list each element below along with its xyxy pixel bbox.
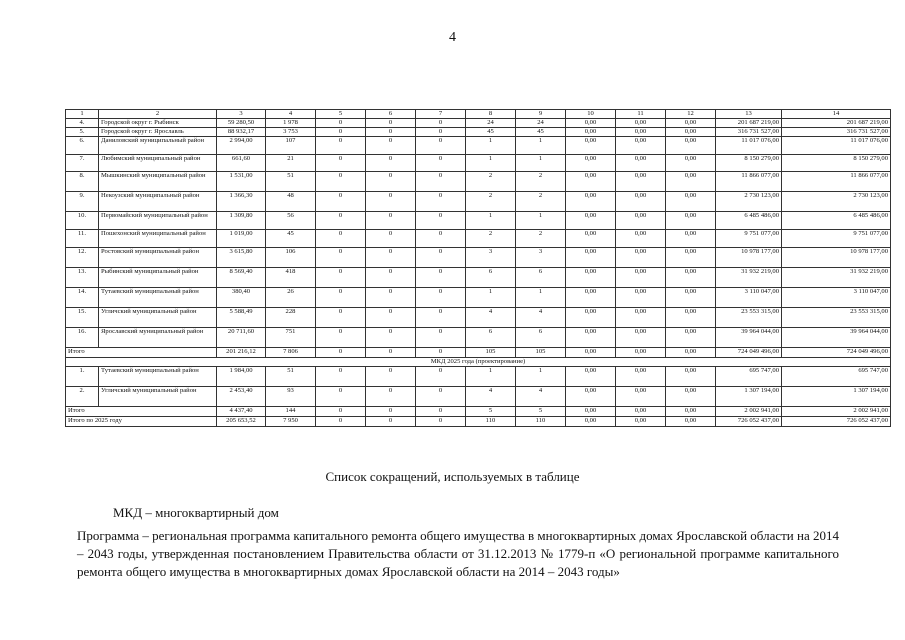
table-cell: 695 747,00 (782, 367, 891, 387)
table-cell: 106 (266, 248, 316, 268)
table-cell: 107 (266, 137, 316, 155)
table-cell: 0,00 (666, 230, 716, 248)
table-cell: 695 747,00 (716, 367, 782, 387)
table-cell: 0 (416, 417, 466, 427)
table-cell: 39 964 044,00 (716, 328, 782, 348)
table-cell: 24 (466, 119, 516, 128)
table-cell: 751 (266, 328, 316, 348)
table-cell: 0,00 (616, 387, 666, 407)
table-cell: 2 (516, 192, 566, 212)
table-cell: 9 751 077,00 (716, 230, 782, 248)
table-cell: 0,00 (566, 308, 616, 328)
table-row (66, 268, 891, 288)
region-name-cell: Ростовский муниципальный район (99, 248, 217, 268)
table-cell: 0 (316, 155, 366, 172)
table-cell: 0 (416, 328, 466, 348)
table-cell: 0,00 (666, 137, 716, 155)
total-row (66, 348, 891, 358)
region-name-cell: Некоузский муниципальный район (99, 192, 217, 212)
table-cell: 45 (516, 128, 566, 137)
table-cell: 0,00 (666, 155, 716, 172)
region-name-cell: Рыбинский муниципальный район (99, 268, 217, 288)
table-cell: 39 964 044,00 (782, 328, 891, 348)
table-cell: 0,00 (616, 128, 666, 137)
table-cell: 105 (466, 348, 516, 358)
header-row (66, 110, 891, 119)
table-cell: 0 (416, 248, 466, 268)
table-cell: 0 (366, 137, 416, 155)
table-cell: 1 307 194,00 (716, 387, 782, 407)
table-cell: 0,00 (566, 212, 616, 230)
table-cell: 59 280,50 (217, 119, 266, 128)
table-cell: 0,00 (666, 348, 716, 358)
table-cell: 93 (266, 387, 316, 407)
table-cell: 0,00 (616, 192, 666, 212)
table-cell: 0,00 (666, 128, 716, 137)
table-cell: 3 (466, 248, 516, 268)
header-cell: 10 (566, 110, 616, 119)
table-cell: 6. (66, 137, 99, 155)
table-cell: 0 (316, 407, 366, 417)
table-cell: 0 (366, 367, 416, 387)
table-cell: 0,00 (616, 367, 666, 387)
table-cell: 11 866 077,00 (782, 172, 891, 192)
table-cell: 8 150 279,00 (782, 155, 891, 172)
region-name-cell: Мышкинский муниципальный район (99, 172, 217, 192)
table-cell: 144 (266, 407, 316, 417)
table-cell: 51 (266, 172, 316, 192)
table-cell: 1 531,00 (217, 172, 266, 192)
table-cell: 0 (316, 212, 366, 230)
table-cell: 3 (516, 248, 566, 268)
table-cell: 0 (416, 367, 466, 387)
region-name-cell: Любимский муниципальный район (99, 155, 217, 172)
table-cell: 0,00 (566, 172, 616, 192)
table-cell: 14. (66, 288, 99, 308)
table-cell: 0 (416, 288, 466, 308)
table-cell: 8 569,40 (217, 268, 266, 288)
table-cell: 16. (66, 328, 99, 348)
table-cell: 0 (316, 230, 366, 248)
table-cell: 0,00 (566, 155, 616, 172)
total-label: Итого (66, 407, 217, 417)
table-cell: 3 110 047,00 (782, 288, 891, 308)
table-cell: 1 (516, 212, 566, 230)
header-cell: 14 (782, 110, 891, 119)
table-cell: 5 (466, 407, 516, 417)
table-cell: 5 (516, 407, 566, 417)
table-cell: 0 (416, 128, 466, 137)
region-name-cell: Городской округ г. Рыбинск (99, 119, 217, 128)
region-name-cell: Тутаевский муниципальный район (99, 288, 217, 308)
table-cell: 23 553 315,00 (716, 308, 782, 328)
table-cell: 0 (316, 248, 366, 268)
table-cell: 24 (516, 119, 566, 128)
table-cell: 0 (416, 348, 466, 358)
table-cell: 0,00 (666, 367, 716, 387)
table-cell: 0,00 (566, 268, 616, 288)
table-cell: 0,00 (616, 172, 666, 192)
table-row (66, 367, 891, 387)
table-row (66, 308, 891, 328)
table-cell: 0,00 (616, 230, 666, 248)
total-row (66, 407, 891, 417)
table-cell: 0 (416, 172, 466, 192)
header-cell: 1 (66, 110, 99, 119)
table-cell: 205 653,52 (217, 417, 266, 427)
table-cell: 10 978 177,00 (716, 248, 782, 268)
table-cell: 0,00 (616, 288, 666, 308)
table-row (66, 155, 891, 172)
table-row (66, 192, 891, 212)
table-cell: 8 150 279,00 (716, 155, 782, 172)
table-cell: 0 (366, 417, 416, 427)
header-cell: 3 (217, 110, 266, 119)
table-cell: 2 002 941,00 (716, 407, 782, 417)
header-cell: 5 (316, 110, 366, 119)
table-cell: 0,00 (666, 248, 716, 268)
table-cell: 1 (466, 137, 516, 155)
table-cell: 0 (316, 308, 366, 328)
region-name-cell: Пошехонский муниципальный район (99, 230, 217, 248)
table-cell: 8. (66, 172, 99, 192)
table-cell: 2 (516, 230, 566, 248)
table-cell: 6 485 486,00 (716, 212, 782, 230)
table-cell: 45 (266, 230, 316, 248)
table-cell: 0 (416, 407, 466, 417)
table-cell: 380,40 (217, 288, 266, 308)
table-cell: 2 453,40 (217, 387, 266, 407)
table-cell: 4 (516, 308, 566, 328)
table-cell: 0,00 (616, 328, 666, 348)
table-cell: 5 588,49 (217, 308, 266, 328)
table-cell: 0,00 (566, 288, 616, 308)
table-row (66, 128, 891, 137)
table-cell: 0 (366, 387, 416, 407)
table-cell: 31 932 219,00 (716, 268, 782, 288)
table-row (66, 119, 891, 128)
table-cell: 2 994,00 (217, 137, 266, 155)
header-cell: 11 (616, 110, 666, 119)
table-cell: 0 (416, 119, 466, 128)
table-cell: 726 052 437,00 (782, 417, 891, 427)
table-cell: 0,00 (566, 128, 616, 137)
table-cell: 0 (366, 328, 416, 348)
table-cell: 1 978 (266, 119, 316, 128)
table-cell: 20 711,60 (217, 328, 266, 348)
table-cell: 0 (366, 308, 416, 328)
table-cell: 4 437,40 (217, 407, 266, 417)
table-cell: 0,00 (616, 417, 666, 427)
abbreviations-title: Список сокращений, используемых в таблице (325, 469, 580, 484)
table-cell: 0,00 (616, 137, 666, 155)
table-cell: 0 (366, 128, 416, 137)
table-cell: 0 (366, 248, 416, 268)
table-cell: 0 (366, 155, 416, 172)
table-cell: 2 002 941,00 (782, 407, 891, 417)
table-cell: 0,00 (666, 119, 716, 128)
table-cell: 1 (466, 155, 516, 172)
table-cell: 2 730 123,00 (782, 192, 891, 212)
table-cell: 23 553 315,00 (782, 308, 891, 328)
table-cell: 110 (516, 417, 566, 427)
table-cell: 0 (316, 348, 366, 358)
header-cell: 4 (266, 110, 316, 119)
table-cell: 0,00 (666, 328, 716, 348)
table-row (66, 230, 891, 248)
table-row (66, 248, 891, 268)
table-cell: 0,00 (666, 407, 716, 417)
header-cell: 2 (99, 110, 217, 119)
table-cell: 201 687 219,00 (716, 119, 782, 128)
table-cell: 0 (416, 212, 466, 230)
table-row (66, 137, 891, 155)
table-cell: 0 (366, 348, 416, 358)
table-cell: 0,00 (566, 137, 616, 155)
table-cell: 48 (266, 192, 316, 212)
total-row (66, 417, 891, 427)
table-cell: 10. (66, 212, 99, 230)
table-cell: 0 (416, 137, 466, 155)
table-cell: 0 (366, 172, 416, 192)
table-cell: 1 019,00 (217, 230, 266, 248)
table-cell: 0,00 (616, 212, 666, 230)
table-cell: 45 (466, 128, 516, 137)
table-cell: 1 984,00 (217, 367, 266, 387)
table-cell: 3 615,80 (217, 248, 266, 268)
table-cell: 0,00 (566, 407, 616, 417)
region-name-cell: Угличский муниципальный район (99, 387, 217, 407)
table-cell: 2 (466, 192, 516, 212)
table-cell: 2 (516, 172, 566, 192)
region-name-cell: Городской округ г. Ярославль (99, 128, 217, 137)
table-cell: 26 (266, 288, 316, 308)
table-cell: 0,00 (666, 288, 716, 308)
table-cell: 3 753 (266, 128, 316, 137)
table-cell: 1 (516, 367, 566, 387)
region-name-cell: Ярославский муниципальный район (99, 328, 217, 348)
table-cell: 13. (66, 268, 99, 288)
table-cell: 5. (66, 128, 99, 137)
table-cell: 9. (66, 192, 99, 212)
table-cell: 0,00 (566, 348, 616, 358)
table-cell: 2. (66, 387, 99, 407)
table-cell: 316 731 527,00 (716, 128, 782, 137)
table-cell: 6 (516, 328, 566, 348)
table-cell: 4 (466, 387, 516, 407)
total-label: Итого (66, 348, 217, 358)
table-cell: 0,00 (666, 387, 716, 407)
table-cell: 2 (466, 172, 516, 192)
table-cell: 6 (466, 328, 516, 348)
table-cell: 0 (316, 137, 366, 155)
table-cell: 31 932 219,00 (782, 268, 891, 288)
header-cell: 7 (416, 110, 466, 119)
table-cell: 10 978 177,00 (782, 248, 891, 268)
table-cell: 0,00 (566, 387, 616, 407)
table-cell: 0,00 (616, 308, 666, 328)
table-cell: 11 866 077,00 (716, 172, 782, 192)
table-cell: 1 (516, 288, 566, 308)
table-cell: 1 309,80 (217, 212, 266, 230)
table-cell: 0,00 (616, 248, 666, 268)
table-cell: 105 (516, 348, 566, 358)
table-cell: 1 (466, 367, 516, 387)
table-cell: 110 (466, 417, 516, 427)
table-cell: 0 (416, 192, 466, 212)
table-row (66, 172, 891, 192)
table-cell: 0 (316, 417, 366, 427)
header-cell: 6 (366, 110, 416, 119)
header-cell: 12 (666, 110, 716, 119)
table-row (66, 328, 891, 348)
table-cell: 0 (366, 192, 416, 212)
table-cell: 1 366,30 (217, 192, 266, 212)
table-cell: 0 (316, 172, 366, 192)
table-cell: 0 (316, 288, 366, 308)
table-cell: 3 110 047,00 (716, 288, 782, 308)
table-cell: 11 017 076,00 (782, 137, 891, 155)
table-cell: 4. (66, 119, 99, 128)
table-cell: 1 307 194,00 (782, 387, 891, 407)
table-cell: 726 052 437,00 (716, 417, 782, 427)
region-name-cell: Первомайский муниципальный район (99, 212, 217, 230)
table-cell: 0 (416, 308, 466, 328)
page-number: 4 (449, 30, 456, 45)
repair-table (65, 109, 891, 427)
table-cell: 2 (466, 230, 516, 248)
table-cell: 7. (66, 155, 99, 172)
table-cell: 2 730 123,00 (716, 192, 782, 212)
table-cell: 0 (316, 128, 366, 137)
region-name-cell: Даниловский муниципальный район (99, 137, 217, 155)
table-cell: 0 (316, 328, 366, 348)
table-cell: 7 806 (266, 348, 316, 358)
table-cell: 0 (416, 268, 466, 288)
table-cell: 0 (316, 268, 366, 288)
table-cell: 1 (466, 212, 516, 230)
table-row (66, 288, 891, 308)
region-name-cell: Угличский муниципальный район (99, 308, 217, 328)
table-cell: 0,00 (666, 212, 716, 230)
table-cell: 0 (416, 230, 466, 248)
table-cell: 0,00 (616, 407, 666, 417)
table-cell: 4 (466, 308, 516, 328)
table-body (66, 110, 891, 427)
table-cell: 56 (266, 212, 316, 230)
table-cell: 11. (66, 230, 99, 248)
table-cell: 0 (366, 288, 416, 308)
table-cell: 15. (66, 308, 99, 328)
table-cell: 0 (316, 387, 366, 407)
table-cell: 4 (516, 387, 566, 407)
table-cell: 1. (66, 367, 99, 387)
table-cell: 0 (316, 119, 366, 128)
table-cell: 0 (316, 192, 366, 212)
table-cell: 201 216,12 (217, 348, 266, 358)
table-cell: 88 932,17 (217, 128, 266, 137)
abbreviation-program: Программа – региональная программа капитального ремонта общего имущества в многоквартирных домах Ярославской области на 2014 – 2043 годы, утвержденная постановлением Правительства области от 31.12.2013 № 1779-п «О региональной программе капитального ремонта общего имущества в многоквартирных домах Ярославской области на 2014 – 2043 годы» (77, 528, 839, 579)
table-cell: 1 (466, 288, 516, 308)
table-cell: 12. (66, 248, 99, 268)
header-cell: 8 (466, 110, 516, 119)
region-name-cell: Тутаевский муниципальный район (99, 367, 217, 387)
table-cell: 0,00 (566, 119, 616, 128)
table-cell: 11 017 076,00 (716, 137, 782, 155)
table-cell: 0,00 (616, 155, 666, 172)
table-cell: 6 485 486,00 (782, 212, 891, 230)
table-cell: 0,00 (616, 119, 666, 128)
table-cell: 9 751 077,00 (782, 230, 891, 248)
table-cell: 21 (266, 155, 316, 172)
table-cell: 51 (266, 367, 316, 387)
abbreviation-mkd: МКД – многоквартирный дом (113, 505, 279, 520)
table-cell: 0 (366, 212, 416, 230)
table-cell: 0 (366, 407, 416, 417)
table-cell: 316 731 527,00 (782, 128, 891, 137)
table-cell: 201 687 219,00 (782, 119, 891, 128)
table-cell: 6 (466, 268, 516, 288)
table-cell: 0 (416, 155, 466, 172)
table-cell: 7 950 (266, 417, 316, 427)
table-cell: 0,00 (666, 417, 716, 427)
header-cell: 9 (516, 110, 566, 119)
table-cell: 0,00 (566, 417, 616, 427)
table-cell: 661,60 (217, 155, 266, 172)
table-cell: 0,00 (666, 192, 716, 212)
total-label: Итого по 2025 году (66, 417, 217, 427)
section-row (66, 358, 891, 367)
table-cell: 724 049 496,00 (782, 348, 891, 358)
table-cell: 0,00 (666, 308, 716, 328)
table-cell: 0,00 (566, 248, 616, 268)
table-cell: 418 (266, 268, 316, 288)
table-cell: 0 (416, 387, 466, 407)
table-cell: 0,00 (566, 230, 616, 248)
table-cell: 1 (516, 137, 566, 155)
table-cell: 0,00 (666, 268, 716, 288)
table-cell: 724 049 496,00 (716, 348, 782, 358)
header-cell: 13 (716, 110, 782, 119)
table-cell: 0,00 (616, 268, 666, 288)
table-cell: 0 (366, 268, 416, 288)
table-row (66, 212, 891, 230)
table-cell: 1 (516, 155, 566, 172)
table-cell: 0,00 (666, 172, 716, 192)
table-cell: 6 (516, 268, 566, 288)
table-cell: 0,00 (566, 192, 616, 212)
table-cell: 0,00 (566, 328, 616, 348)
table-cell: 228 (266, 308, 316, 328)
table-row (66, 387, 891, 407)
table-cell: 0 (316, 367, 366, 387)
table-cell: 0 (366, 119, 416, 128)
table-cell: 0,00 (566, 367, 616, 387)
table-cell: 0,00 (616, 348, 666, 358)
table-cell: 0 (366, 230, 416, 248)
section-title: МКД 2025 года (проектирование) (66, 358, 891, 367)
